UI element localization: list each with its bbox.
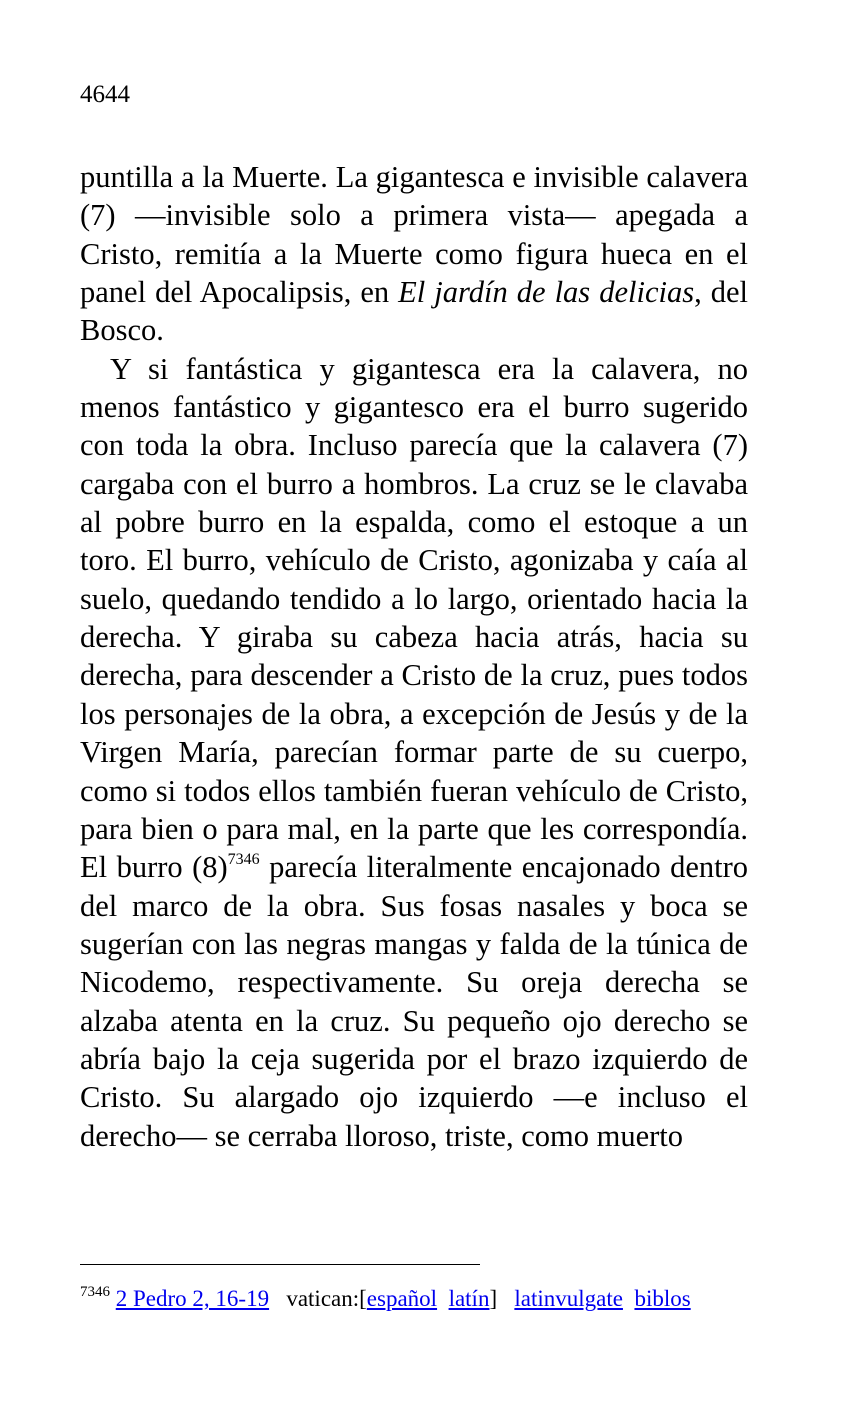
espanol-link[interactable]: español bbox=[366, 1286, 438, 1311]
paragraph-2-text-b: parecía literalmente encajonado dentro del marco de la obra. Sus fosas nasales y boca se sugerían con las negras mangas y falda de la túnica de Nicodemo, respectivamente. Su oreja derecha se alzaba atenta en la cruz. Su pequeño ojo derecho se abría bajo la ceja sugerida por el brazo izquierdo de Cristo. Su alargado ojo izquierdo —e incluso el derecho— se cerraba lloroso, triste, como muerto bbox=[80, 850, 748, 1153]
paragraph-1 bbox=[80, 158, 748, 350]
bible-reference-link[interactable]: 2 Pedro 2, 16-19 bbox=[115, 1286, 270, 1311]
paragraph-1-text-a: puntilla a la Muerte. La gigantesca e invisible calavera (7) —invisible solo a primera vista— apegada a Cristo, remitía a la Muerte como figura hueca en el panel del Apocalipsis, en bbox=[80, 160, 748, 310]
latin-link[interactable]: latín bbox=[448, 1286, 490, 1311]
vatican-suffix: ] bbox=[489, 1286, 498, 1311]
footnote-reference-mark: 7346 bbox=[227, 851, 260, 869]
footnote bbox=[80, 1282, 760, 1316]
biblos-link[interactable]: biblos bbox=[634, 1286, 691, 1311]
page-number: 4644 bbox=[80, 81, 130, 108]
body-text bbox=[80, 158, 748, 1155]
paragraph-2-text-a: Y si fantástica y gigantesca era la calavera, no menos fantástico y gigantesco era el burro sugerido con toda la obra. Incluso parecía que la calavera (7) cargaba con el burro a hombros. La cruz se le clavaba al pobre burro en la espalda, como el estoque a un toro. El burro, vehículo de Cristo, agonizaba y caía al suelo, quedando tendido a lo largo, orientado hacia la derecha. Y giraba su cabeza hacia atrás, hacia su derecha, para descender a Cristo de la cruz, pues todos los personajes de la obra, a excepción de Jesús y de la Virgen María, parecían formar parte de su cuerpo, como si todos ellos también fueran vehículo de Cristo, para bien o para mal, en la parte que les correspondía. El burro (8) bbox=[80, 351, 748, 885]
latinvulgate-link[interactable]: latinvulgate bbox=[514, 1286, 623, 1311]
paragraph-2 bbox=[80, 350, 748, 1155]
paragraph-1-text-b: , del Bosco. bbox=[80, 275, 748, 348]
footnote-number: 7346 bbox=[80, 1284, 110, 1300]
vatican-prefix: vatican:[ bbox=[286, 1286, 367, 1311]
footnote-divider bbox=[80, 1264, 480, 1265]
artwork-title: El jardín de las delicias bbox=[398, 275, 695, 310]
